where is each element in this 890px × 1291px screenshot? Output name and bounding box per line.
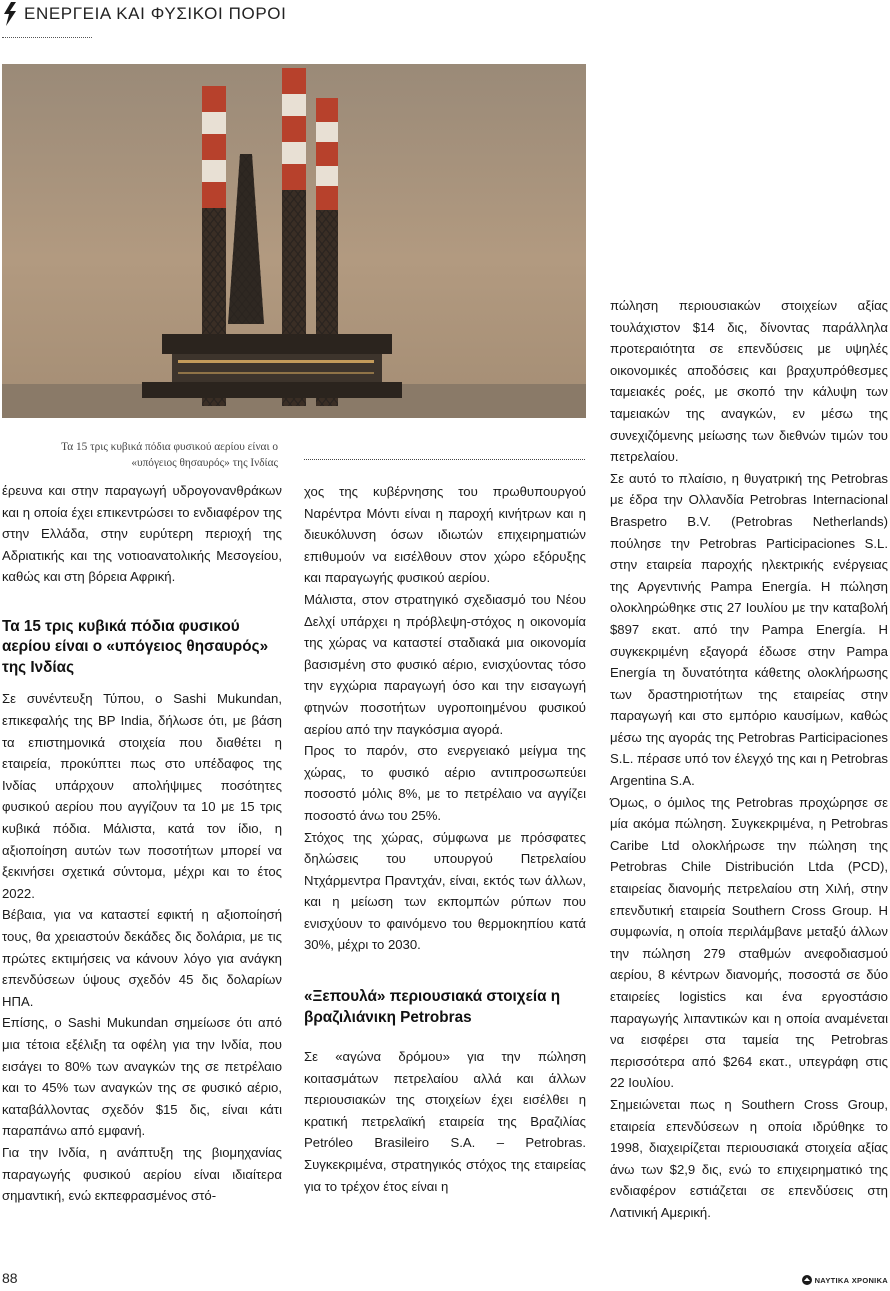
paragraph: έρευνα και στην παραγωγή υδρογονανθράκων και η οποία έχει επικεντρώσει το ενδιαφέρον της στην Ελλάδα, στην ευρύτερη περιοχή της Αδριατικής και της νοτιοανατολικής Μεσογείου, καθώς και στη βόρεια Αφρική. (2, 483, 282, 585)
section-title: ΕΝΕΡΓΕΙΑ ΚΑΙ ΦΥΣΙΚΟΙ ΠΟΡΟΙ (24, 4, 287, 23)
subheading-petrobras: «Ξεπουλά» περιουσιακά στοιχεία η βραζιλιάνικη Petrobras (304, 988, 561, 1026)
paragraph: Βέβαια, για να καταστεί εφικτή η αξιοποίησή τους, θα χρειαστούν δεκάδες δις δολάρια, με τις πρώτες εκτιμήσεις να κάνουν λόγο για ανάγκη επενδύσεων ύψους σχεδόν 45 δις δολαρίων ΗΠΑ. (2, 907, 282, 1009)
article-column-1 (2, 480, 282, 1207)
paragraph: Σημειώνεται πως η Southern Cross Group, εταιρεία επενδύσεων η οποία ιδρύθηκε το 1998, διαχειρίζεται περιουσιακά στοιχεία αξίας άνω των $2,9 δις, ενώ το επιχειρηματικό της ενδιαφέρον εστιάζεται σε επενδύσεις στη Λατινική Αμερική. (610, 1096, 888, 1220)
subheading-india-gas: Τα 15 τρις κυβικά πόδια φυσικού αερίου είναι ο «υπόγειος θησαυρός» της Ινδίας (2, 617, 269, 676)
paragraph: Μάλιστα, στον στρατηγικό σχεδιασμό του Νέου Δελχί υπάρχει η πρόβλεψη-στόχος η οικονομία της χώρας να καταστεί σταδιακά μια οικονομία βασισμένη στο φυσικό αέριο, ενισχύοντας τόσο την εγχώρια παραγωγή όσο και την εισαγωγή φτηνών ποσοτήτων υγροποιημένου φυσικού αερίου από την παγκόσμια αγορά. (304, 591, 586, 737)
paragraph: Σε «αγώνα δρόμου» για την πώληση κοιτασμάτων πετρελαίου αλλά και άλλων περιουσιακών της στοιχείων έχει εισέλθει η κρατική πετρελαϊκή εταιρεία της Βραζιλίας Petróleo Brasileiro S.A. – Petrobras. Συγκεκριμένα, στρατηγικός στόχος της εταιρείας για το τρέχον έτος είναι η (304, 1049, 586, 1194)
paragraph: Στόχος της χώρας, σύμφωνα με πρόσφατες δηλώσεις του υπουργού Πετρελαίου Ντχάρμεντρα Πραντχάν, είναι, εκτός των άλλων, και η μείωση των εκπομπών ρύπων που ενισχύουν το φαινόμενο του θερμοκηπίου κατά 30%, μέχρι το 2030. (304, 829, 586, 953)
offshore-rig-photo (2, 64, 586, 418)
paragraph: Σε αυτό το πλαίσιο, η θυγατρική της Petrobras με έδρα την Ολλανδία Petrobras Internacional Braspetro B.V. (Petrobras Netherlands) πούλησε την Petrobras Participaciones S.L. στην εταιρεία παροχής ηλεκτρικής ενέργειας της Αργεντινής Pampa Energía. Η πώληση ολοκληρώθηκε στις 27 Ιουλίου με την καταβολή $897 εκατ. από την Pampa Energía. Η συγκεκριμένη εξαγορά έδωσε στην Pampa Energía τη δυνατότητα κάθετης ολοκλήρωσης των δραστηριοτήτων της εταιρείας στην παραγωγή και στο εμπόριο καυσίμων, καθώς μέσω της αγοράς της Petrobras Participaciones S.L. πέρασε υπό τον έλεγχό της και η Petrobras Argentina S.A. (610, 470, 888, 789)
paragraph: Σε συνέντευξη Τύπου, ο Sashi Mukundan, επικεφαλής της BP India, δήλωσε ότι, με βάση τα επιστημονικά στοιχεία που διαθέτει η εταιρεία, προκύπτει πως στο υπέδαφος της Ινδίας υπάρχουν απολήψιμες ποσότητες φυσικού αερίου που αγγίζουν τα 10 με 15 τρις κυβικά πόδια. Μάλιστα, κατά τον ίδιο, η αξιοποίηση αυτών των ποσοτήτων μπορεί να ξεκινήσει σχετικά σύντομα, μέχρι και το έτος 2022. (2, 691, 282, 901)
publication-brand (802, 1275, 888, 1285)
paragraph: Για την Ινδία, η ανάπτυξη της βιομηχανίας παραγωγής φυσικού αερίου είναι ιδιαίτερα σημαντική, ενώ εκπεφρασμένος στό- (2, 1144, 282, 1204)
paragraph: πώληση περιουσιακών στοιχείων αξίας τουλάχιστον $14 δις, δίνοντας παράλληλα προτεραιότητα σε επενδύσεις με υψηλές οικονομικές αποδόσεις και βραχυπρόθεσμες ταμειακές ροές, με σκοπό την κάλυψη των ταμειακών της αναγκών, εν μέσω της συνεχιζόμενης μείωσης των διεθνών τιμών του πετρελαίου. (610, 298, 888, 465)
brand-logo-icon (802, 1275, 812, 1285)
paragraph: Επίσης, ο Sashi Mukundan σημείωσε ότι από μια τέτοια εξέλιξη τα οφέλη για την Ινδία, που εισάγει το 80% των αναγκών της σε πετρέλαιο και το 45% των αναγκών της σε φυσικό αέριο, καταβάλλοντας σχεδόν $15 δις, είναι κάτι παραπάνω από εμφανή. (2, 1015, 282, 1139)
article-column-3 (610, 295, 888, 1224)
section-bolt-icon (4, 2, 20, 26)
caption-line: Τα 15 τρις κυβικά πόδια φυσικού αερίου είναι ο (61, 441, 278, 453)
paragraph: Όμως, ο όμιλος της Petrobras προχώρησε σε μία ακόμα πώληση. Συγκεκριμένα, η Petrobras Caribe Ltd ολοκλήρωσε την πώληση της Petrobras Chile Distribución Ltda (PCD), εταιρείας διανομής πετρελαίου στη Χιλή, στην επενδυτική εταιρεία Southern Cross Group. Η συμφωνία, η οποία περιλάμβανε μεταξύ άλλων την πώληση 279 σταθμών ανεφοδιασμού αερίου, 8 κέντρων διανομής, ποσοστά σε δύο εταιρείες logistics και ένα εργοστάσιο παραγωγής λιπαντικών και η οποία αναμένεται να εισφέρει στα ταμεία της Petrobras περισσότερα από $264 εκατ., υπεγράφη στις 22 Ιουλίου. (610, 794, 888, 1091)
paragraph: χος της κυβέρνησης του πρωθυπουργού Ναρέντρα Μόντι είναι η παροχή κινήτρων και η διευκόλυνση όσων ιδιωτών επιχειρηματιών επιθυμούν να εισέλθουν στον χώρο εξόρυξης και παραγωγής φυσικού αερίου. (304, 484, 586, 586)
paragraph: Προς το παρόν, στο ενεργειακό μείγμα της χώρας, το φυσικό αέριο αντιπροσωπεύει ποσοστό μόλις 8%, με το πετρέλαιο να αγγίζει ποσοστό άνω του 25%. (304, 743, 586, 823)
brand-name: ΝΑΥΤΙΚΑ ΧΡΟΝΙΚΑ (814, 1275, 888, 1285)
caption-divider (304, 459, 585, 460)
header-divider (2, 37, 92, 38)
photo-caption (32, 439, 278, 471)
caption-line: «υπόγειος θησαυρός» της Ινδίας (131, 457, 278, 469)
article-column-2 (304, 481, 586, 1197)
page-number: 88 (2, 1270, 18, 1286)
